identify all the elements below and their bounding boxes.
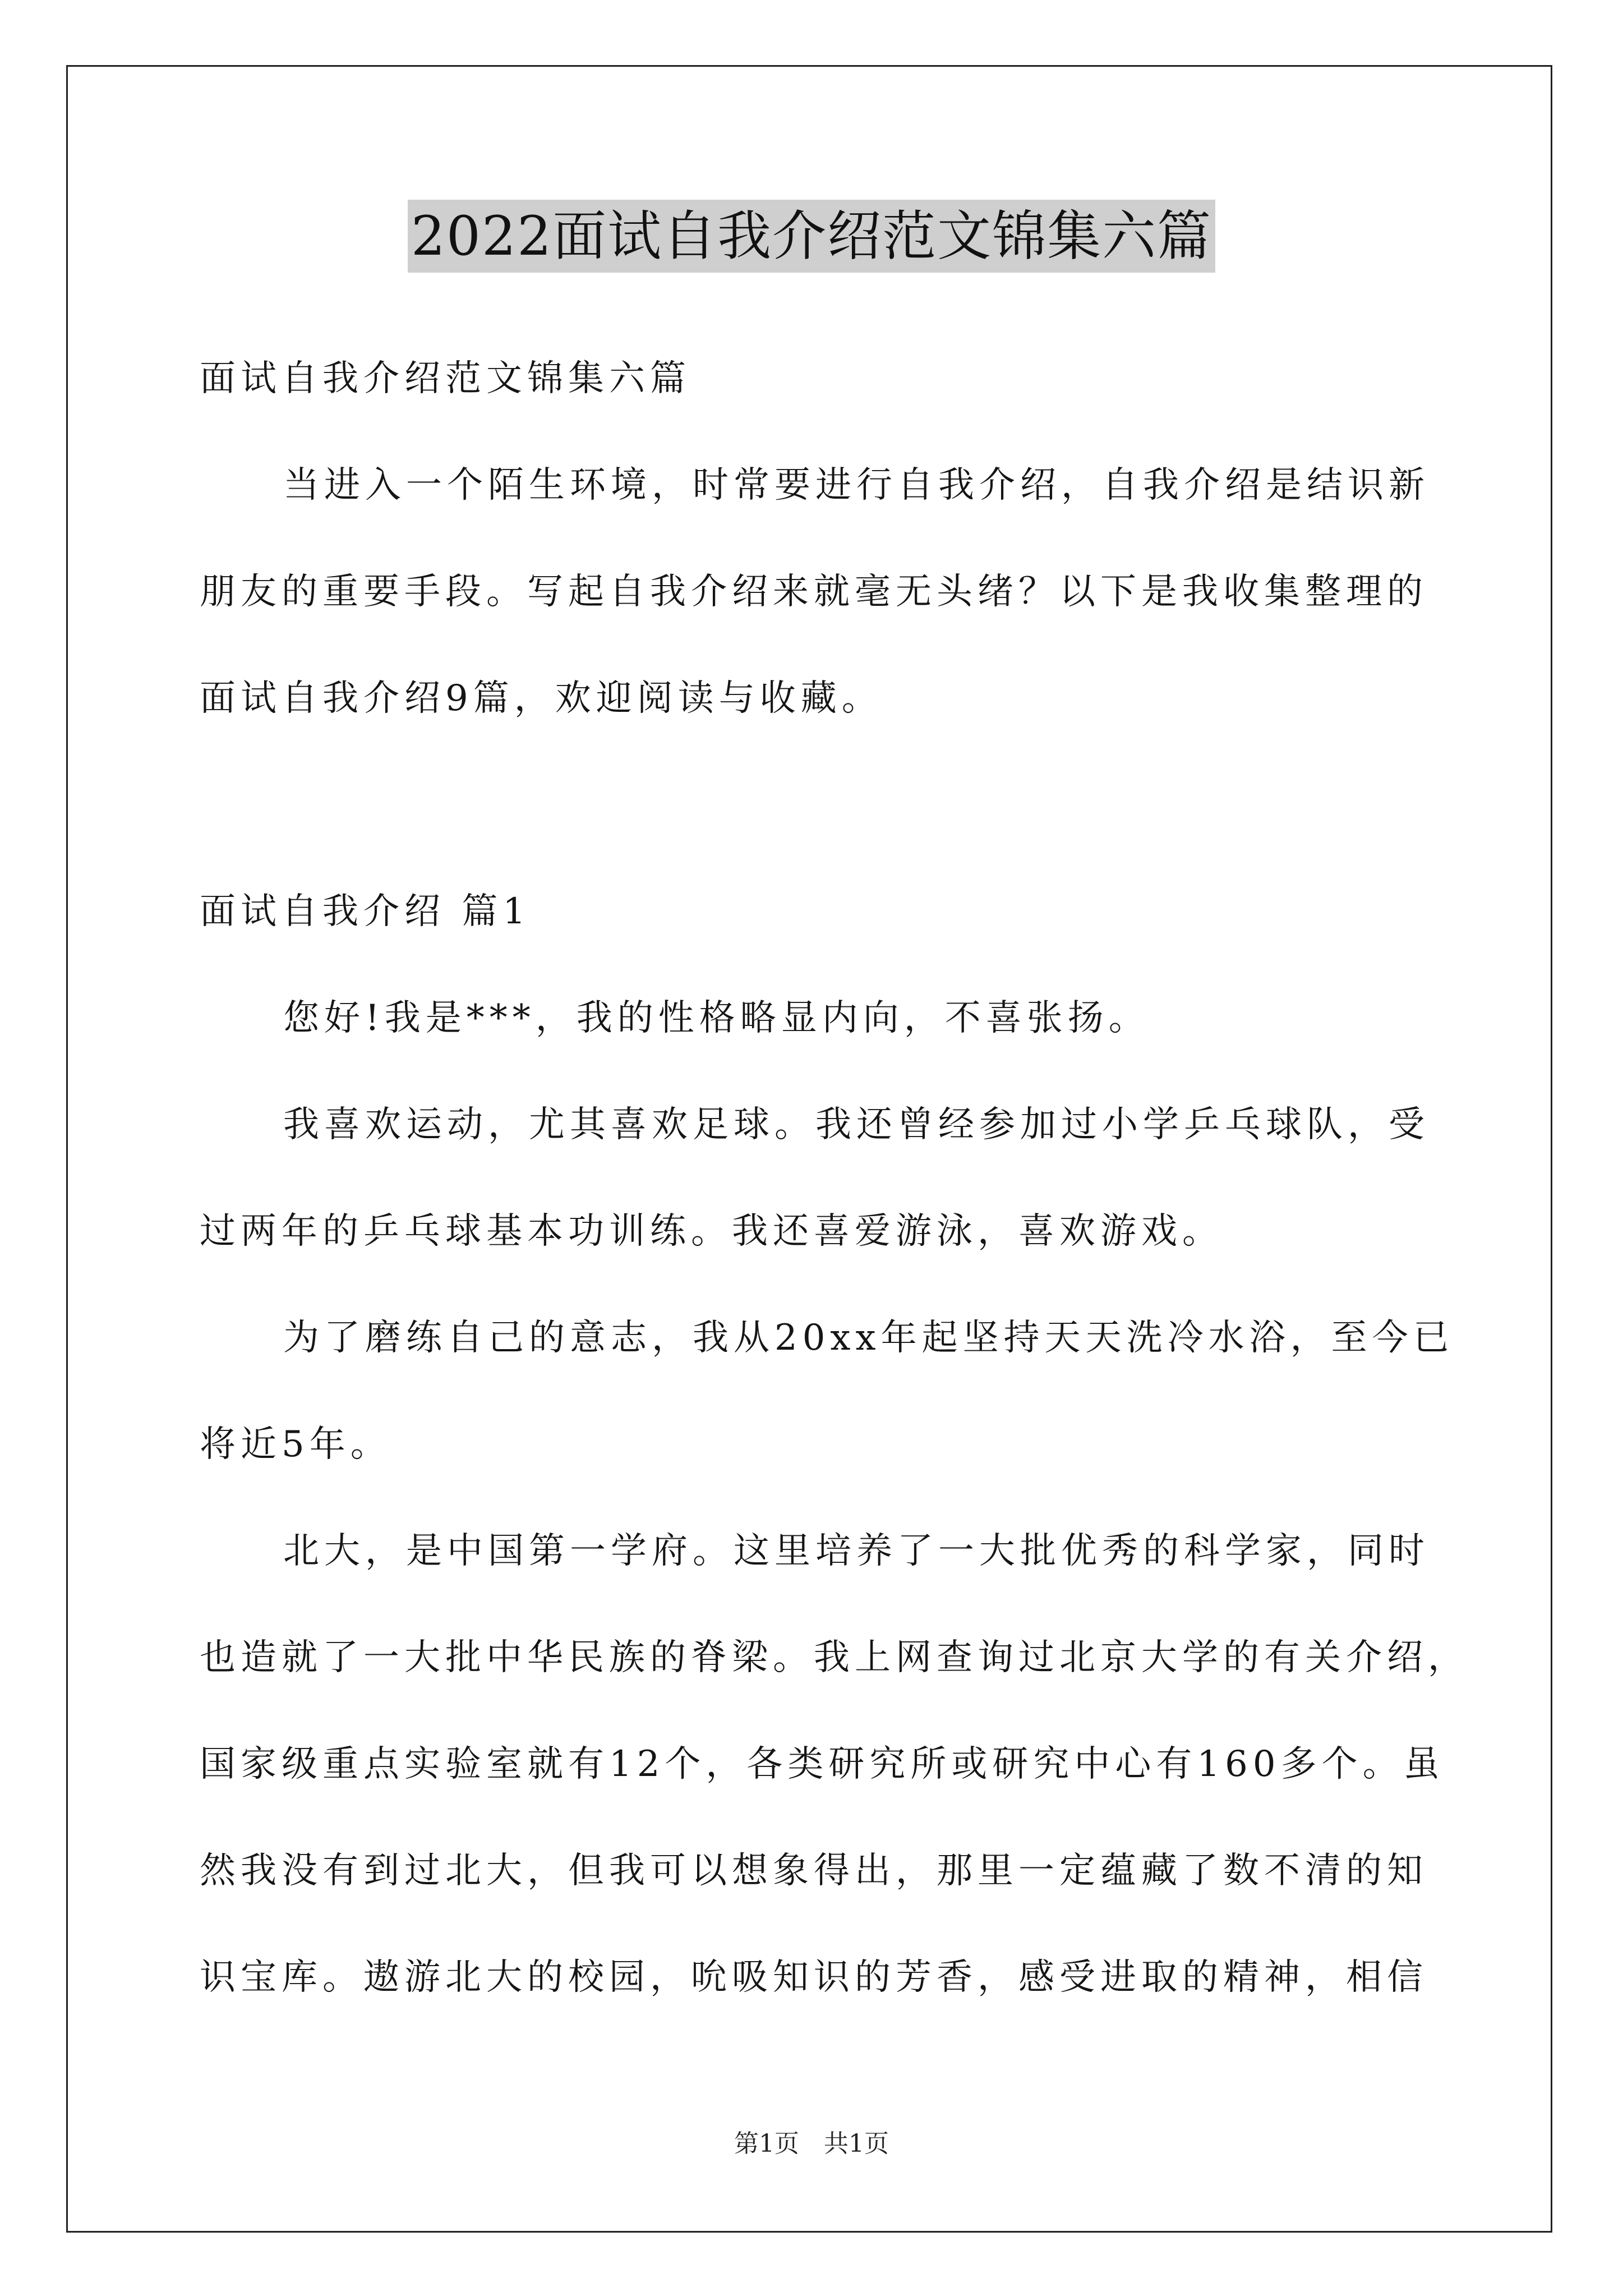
paragraph-line: 我喜欢运动，尤其喜欢足球。我还曾经参加过小学乒乓球队，受 bbox=[283, 1104, 1430, 1145]
paragraph-line: 也造就了一大批中华民族的脊梁。我上网查询过北京大学的有关介绍， bbox=[200, 1637, 1469, 1678]
subtitle-line: 面试自我介绍范文锦集六篇 bbox=[200, 358, 691, 399]
paragraph-line: 将近5年。 bbox=[200, 1424, 391, 1465]
paragraph-line: 朋友的重要手段。写起自我介绍来就毫无头绪？以下是我收集整理的 bbox=[200, 571, 1428, 613]
paragraph-line: 为了磨练自己的意志，我从20xx年起坚持天天洗冷水浴，至今已 bbox=[283, 1317, 1454, 1359]
section-heading: 面试自我介绍 篇1 bbox=[200, 891, 531, 932]
document-title: 2022面试自我介绍范文锦集六篇 bbox=[408, 200, 1215, 273]
paragraph-line: 国家级重点实验室就有12个，各类研究所或研究中心有160多个。虽 bbox=[200, 1743, 1445, 1785]
paragraph-line: 过两年的乒乓球基本功训练。我还喜爱游泳，喜欢游戏。 bbox=[200, 1211, 1223, 1252]
page-footer: 第1页 共1页 bbox=[734, 2129, 889, 2158]
title-container bbox=[0, 200, 1623, 273]
paragraph-line: 您好!我是***，我的性格略显内向，不喜张扬。 bbox=[283, 997, 1150, 1039]
paragraph-line: 面试自我介绍9篇，欢迎阅读与收藏。 bbox=[200, 678, 883, 719]
paragraph-line: 当进入一个陌生环境，时常要进行自我介绍，自我介绍是结识新 bbox=[283, 464, 1430, 506]
paragraph-line: 识宝库。遨游北大的校园，吮吸知识的芳香，感受进取的精神，相信 bbox=[200, 1957, 1428, 1998]
paragraph-line: 然我没有到过北大，但我可以想象得出，那里一定蕴藏了数不清的知 bbox=[200, 1850, 1428, 1892]
paragraph-line: 北大，是中国第一学府。这里培养了一大批优秀的科学家，同时 bbox=[283, 1530, 1430, 1572]
